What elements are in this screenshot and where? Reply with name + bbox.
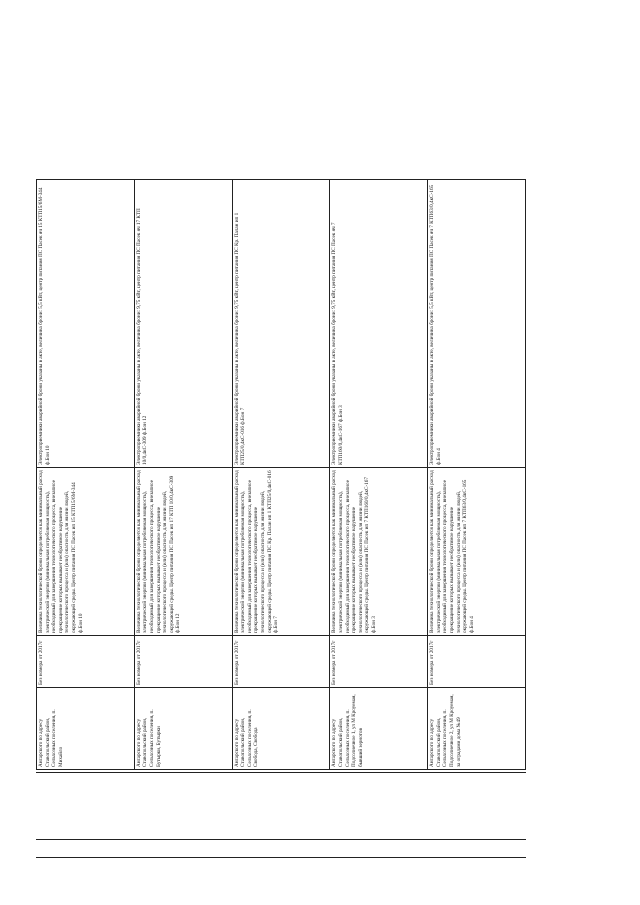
divider-line [36,857,526,858]
cell-reservation: Электроприемники аварийной брони указаны в акте, величина брони: 5,5 кВт, центр питания ПС Пасек яч 7 КТП63/0,4кС-165 ф.Бон 4 [428,180,526,468]
cell-location: Ангарского по адресу Ставопольский район, Сельхозных поселения, п. Подсолнечное 2, ул М Кроуемая, за оградами дома №49 [428,688,526,770]
cell-number: Без номера от 2017г [232,636,330,688]
table-row [37,180,135,770]
cell-reservation: Электроприемники аварийной брони указаны в акте, величина брони: 9,75 кВт, центр питания ПС Кр. Палан ип 1 КТП25/0,4кС-016 ф.Бон 7 [232,180,330,468]
cell-location: Ангарского по адресу Ставопольский район, Сельхозных поселения, п. Михайло [37,688,135,770]
cell-number: Без номера от 2017г [37,636,135,688]
table-row [330,180,428,770]
divider-line [36,772,526,773]
cell-reservation: Электроприемники аварийной брони указаны в акте, величина брони: 9,75 кВт, центр питания ПС Пасек яч 7 КТП160/0,4кС-167 ф.Бон 3 [330,180,428,468]
cell-description: Величина технологической брони определяется как минимальный расход электрической энергии (минимальная потребляемая мощность), необходимый для завершения технологического процесса, внезапное прекращение которых вызывает необратимое нарушение технологического процесса и (или) опасность для жизни людей, окружающей среды. Центр питания ПС Пасек ип 15 КТП15/6М-344 ф.Бон 10 [37,468,135,636]
table-row [428,180,526,770]
table-row [134,180,232,770]
cell-description: Величина технологической брони определяется как минимальный расход электрической энергии (минимальная потребляемая мощность), необходимый для завершения технологического процесса, внезапное прекращение которых вызывает необратимое нарушение технологического процесса и (или) опасность для жизни людей, окружающей среды. Центр питания ПС Кр. Палан ип 1 КТП25/0,4кС-016 ф.Бон 7 [232,468,330,636]
cell-location: Ангарского по адресу Ставопольский район, Сельхозных поселения, п. Свобода, Свобода [232,688,330,770]
cell-location: Ангарского по адресу Ставопольский район, Сельхозных поселения, п. Бутырки, Бутырки [134,688,232,770]
cell-description: Величина технологической брони определяется как минимальный расход электрической энергии (минимальная потребляемая мощность), необходимый для завершения технологического процесса, внезапное прекращение которых вызывает необратимое нарушение технологического процесса и (или) опасность для жизни людей, окружающей среды. Центр питания ПС Пасек ип 7 КТП160/0,4кС-167 ф.Бон 3 [330,468,428,636]
cell-number: Без номера от 2017г [134,636,232,688]
cell-description: Величина технологической брони определяется как минимальный расход электрической энергии (минимальная потребляемая мощность), необходимый для завершения технологического процесса, внезапное прекращение которых вызывает необратимое нарушение технологического процесса и (или) опасность для жизни людей, окружающей среды. Центр питания ПС Пасек ип 17 КТП 10/0,4кС-309 ф.Бон 12 [134,468,232,636]
table-row [232,180,330,770]
rotated-table-container [36,180,526,770]
cell-number: Без номера от 2017г [428,636,526,688]
cell-description: Величина технологической брони определяется как минимальный расход электрической энергии (минимальная потребляемая мощность), необходимый для завершения технологического процесса, внезапное прекращение которых вызывает необратимое нарушение технологического процесса и (или) опасность для жизни людей, окружающей среды. Центр питания ПС Пасек ип 7 КТП63/0,4кС-165 ф.Бон 4 [428,468,526,636]
cell-reservation: Электроприемники аварийной брони указаны в акте, величина брони: 5,5 кВт, центр питания ПС Пасек яч 15 КТП15/6М-344 ф.Бон 10 [37,180,135,468]
power-reservation-table [36,179,526,770]
cell-number: Без номера от 2017г [330,636,428,688]
cell-location: Ангарского по адресу Ставопольский район, Сельхозных поселения, п. Подсолнечное 1, ул М Кроуемая, бывший зернотов [330,688,428,770]
divider-line [36,839,526,840]
cell-reservation: Электроприемники аварийной брони указаны в акте, величина брони: 9,75 кВт, центр питания ПС Пасек яч 17 КТП 10/0,4кС-309 ф.Бон 12 [134,180,232,468]
